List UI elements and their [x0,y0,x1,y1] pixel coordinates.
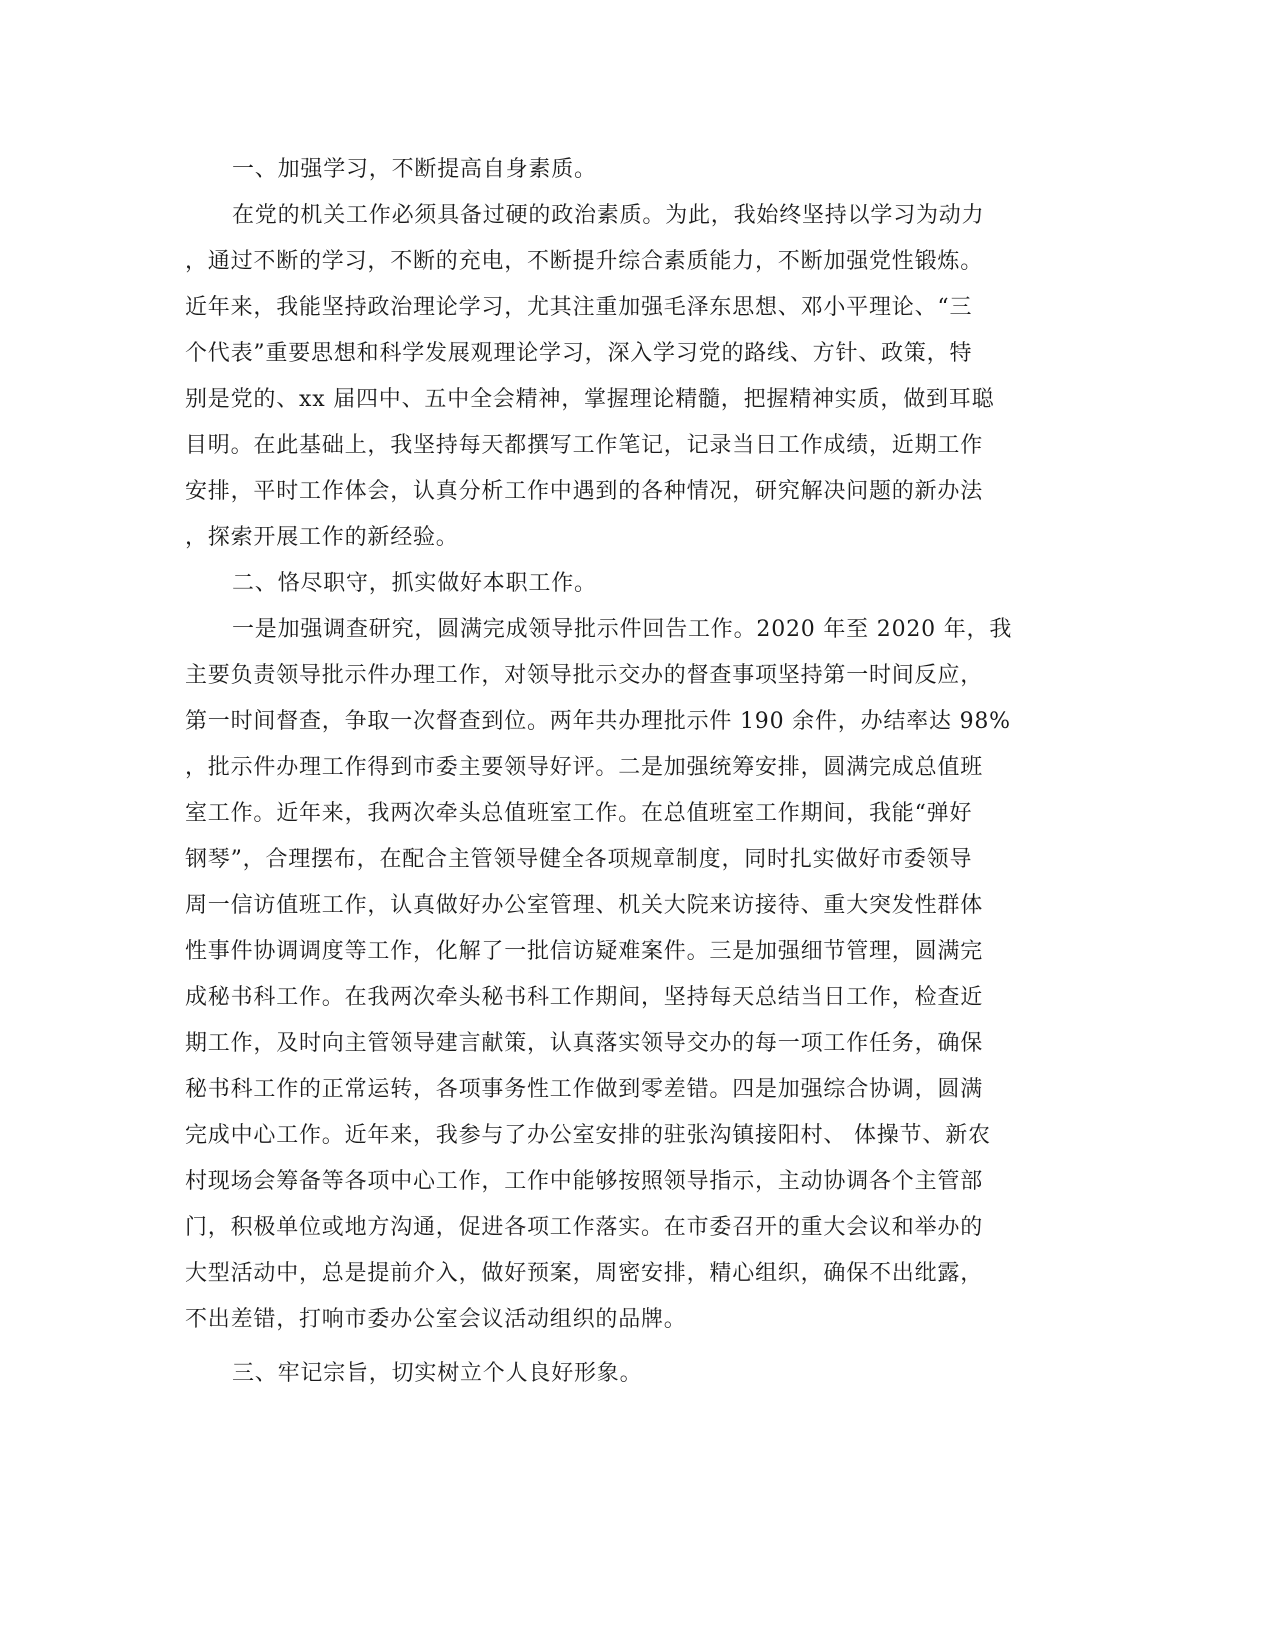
paragraph-line: 别是党的、xx 届四中、五中全会精神，掌握理论精髓，把握精神实质，做到耳聪 [185,387,995,412]
paragraph-line: 村现场会筹备等各项中心工作，工作中能够按照领导指示，主动协调各个主管部 [185,1169,984,1194]
heading-2: 二、恪尽职守，抓实做好本职工作。 [232,571,597,596]
paragraph-line: 目明。在此基础上，我坚持每天都撰写工作笔记，记录当日工作成绩，近期工作 [185,433,984,458]
paragraph-line: 钢琴”，合理摆布，在配合主管领导健全各项规章制度，同时扎实做好市委领导 [185,847,973,872]
paragraph-line: 期工作，及时向主管领导建言献策，认真落实领导交办的每一项工作任务，确保 [185,1031,984,1056]
paragraph-line: 门，积极单位或地方沟通，促进各项工作落实。在市委召开的重大会议和举办的 [185,1215,984,1240]
paragraph-line: 个代表”重要思想和科学发展观理论学习，深入学习党的路线、方针、政策，特 [185,341,973,366]
heading-3: 三、牢记宗旨，切实树立个人良好形象。 [232,1361,643,1386]
paragraph-line: 安排，平时工作体会，认真分析工作中遇到的各种情况，研究解决问题的新办法 [185,479,984,504]
paragraph-line: 成秘书科工作。在我两次牵头秘书科工作期间，坚持每天总结当日工作，检查近 [185,985,984,1010]
paragraph-line: 大型活动中，总是提前介入，做好预案，周密安排，精心组织，确保不出纰露， [185,1261,984,1286]
paragraph-line: 第一时间督查，争取一次督查到位。两年共办理批示件 190 余件，办结率达 98% [185,709,1011,734]
paragraph-line: 在党的机关工作必须具备过硬的政治素质。为此，我始终坚持以学习为动力 [232,203,985,228]
paragraph-line: ，探索开展工作的新经验。 [185,525,459,550]
paragraph-line: ，批示件办理工作得到市委主要领导好评。二是加强统筹安排，圆满完成总值班 [185,755,984,780]
paragraph-line: 秘书科工作的正常运转，各项事务性工作做到零差错。四是加强综合协调，圆满 [185,1077,984,1102]
paragraph-line: 性事件协调调度等工作，化解了一批信访疑难案件。三是加强细节管理，圆满完 [185,939,984,964]
paragraph-line: 一是加强调查研究，圆满完成领导批示件回告工作。2020 年至 2020 年，我 [232,617,1013,642]
paragraph-line: 主要负责领导批示件办理工作，对领导批示交办的督查事项坚持第一时间反应， [185,663,984,688]
paragraph-line: 完成中心工作。近年来，我参与了办公室安排的驻张沟镇接阳村、 体操节、新农 [185,1123,991,1148]
heading-1: 一、加强学习，不断提高自身素质。 [232,157,597,182]
paragraph-line: 不出差错，打响市委办公室会议活动组织的品牌。 [185,1307,687,1332]
paragraph-line: 周一信访值班工作，认真做好办公室管理、机关大院来访接待、重大突发性群体 [185,893,984,918]
paragraph-line: 近年来，我能坚持政治理论学习，尤其注重加强毛泽东思想、邓小平理论、“三 [185,295,973,320]
paragraph-line: ，通过不断的学习，不断的充电，不断提升综合素质能力，不断加强党性锻炼。 [185,249,984,274]
paragraph-line: 室工作。近年来，我两次牵头总值班室工作。在总值班室工作期间，我能“弹好 [185,801,973,826]
